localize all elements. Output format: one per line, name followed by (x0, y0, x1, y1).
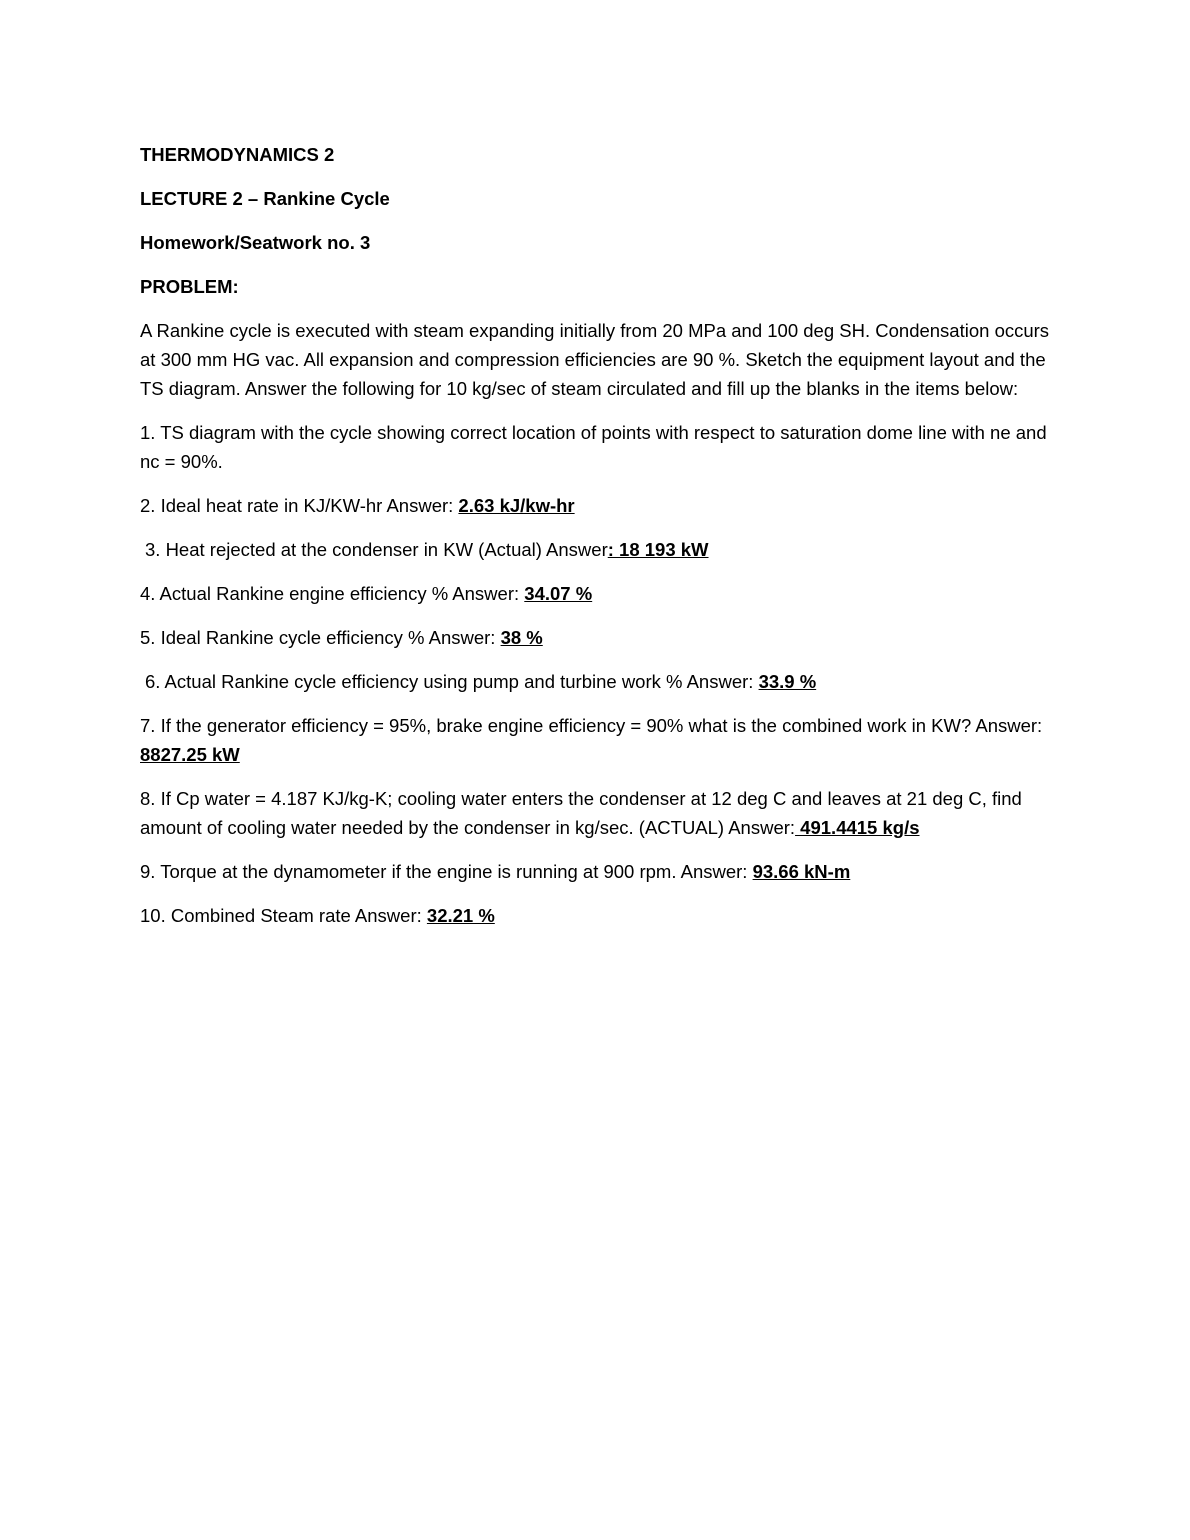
document-page (140, 140, 1055, 945)
item-6 (140, 667, 1055, 696)
item-7-answer: 8827.25 kW (140, 744, 240, 765)
item-4-answer: 34.07 % (524, 583, 593, 604)
item-6-question: 6. Actual Rankine cycle efficiency using pump and turbine work % Answer: (145, 671, 759, 692)
item-3-question: 3. Heat rejected at the condenser in KW (Actual) Answer (145, 539, 608, 560)
item-8 (140, 784, 1055, 842)
item-10 (140, 901, 1055, 930)
item-1 (140, 418, 1055, 476)
item-9-answer: 93.66 kN-m (752, 861, 851, 882)
item-1-question: 1. TS diagram with the cycle showing correct location of points with respect to saturation dome line with ne and nc = 90%. (140, 422, 1047, 472)
item-2-question: 2. Ideal heat rate in KJ/KW-hr Answer: (140, 495, 459, 516)
item-4-question: 4. Actual Rankine engine efficiency % Answer: (140, 583, 525, 604)
lecture-title: LECTURE 2 – Rankine Cycle (140, 188, 390, 209)
problem-statement: A Rankine cycle is executed with steam expanding initially from 20 MPa and 100 deg SH. Condensation occurs at 300 mm HG vac. All expansion and compression efficiencies are 90 %. Sketch the equipment layout and the TS diagram. Answer the following for 10 kg/sec of steam circulated and fill up the blanks in the items below: (140, 320, 1050, 399)
item-8-answer: 491.4415 kg/s (795, 817, 920, 838)
item-8-question: 8. If Cp water = 4.187 KJ/kg-K; cooling water enters the condenser at 12 deg C and leaves at 21 deg C, find amount of cooling water needed by the condenser in kg/sec. (ACTUAL) Answer: (140, 788, 1022, 838)
item-6-answer: 33.9 % (758, 671, 817, 692)
item-3-answer: : 18 193 kW (607, 539, 709, 560)
item-9 (140, 857, 1055, 886)
item-7 (140, 711, 1055, 769)
item-10-question: 10. Combined Steam rate Answer: (140, 905, 427, 926)
item-7-question: 7. If the generator efficiency = 95%, brake engine efficiency = 90% what is the combined work in KW? Answer: (140, 715, 1043, 736)
item-4 (140, 579, 1055, 608)
item-2 (140, 491, 1055, 520)
course-title: THERMODYNAMICS 2 (140, 144, 335, 165)
problem-label: PROBLEM: (140, 276, 239, 297)
item-5-question: 5. Ideal Rankine cycle efficiency % Answer: (140, 627, 501, 648)
item-2-answer: 2.63 kJ/kw-hr (458, 495, 575, 516)
assignment-title: Homework/Seatwork no. 3 (140, 232, 371, 253)
item-3 (140, 535, 1055, 564)
item-9-question: 9. Torque at the dynamometer if the engine is running at 900 rpm. Answer: (140, 861, 753, 882)
item-5 (140, 623, 1055, 652)
item-5-answer: 38 % (500, 627, 543, 648)
item-10-answer: 32.21 % (426, 905, 495, 926)
